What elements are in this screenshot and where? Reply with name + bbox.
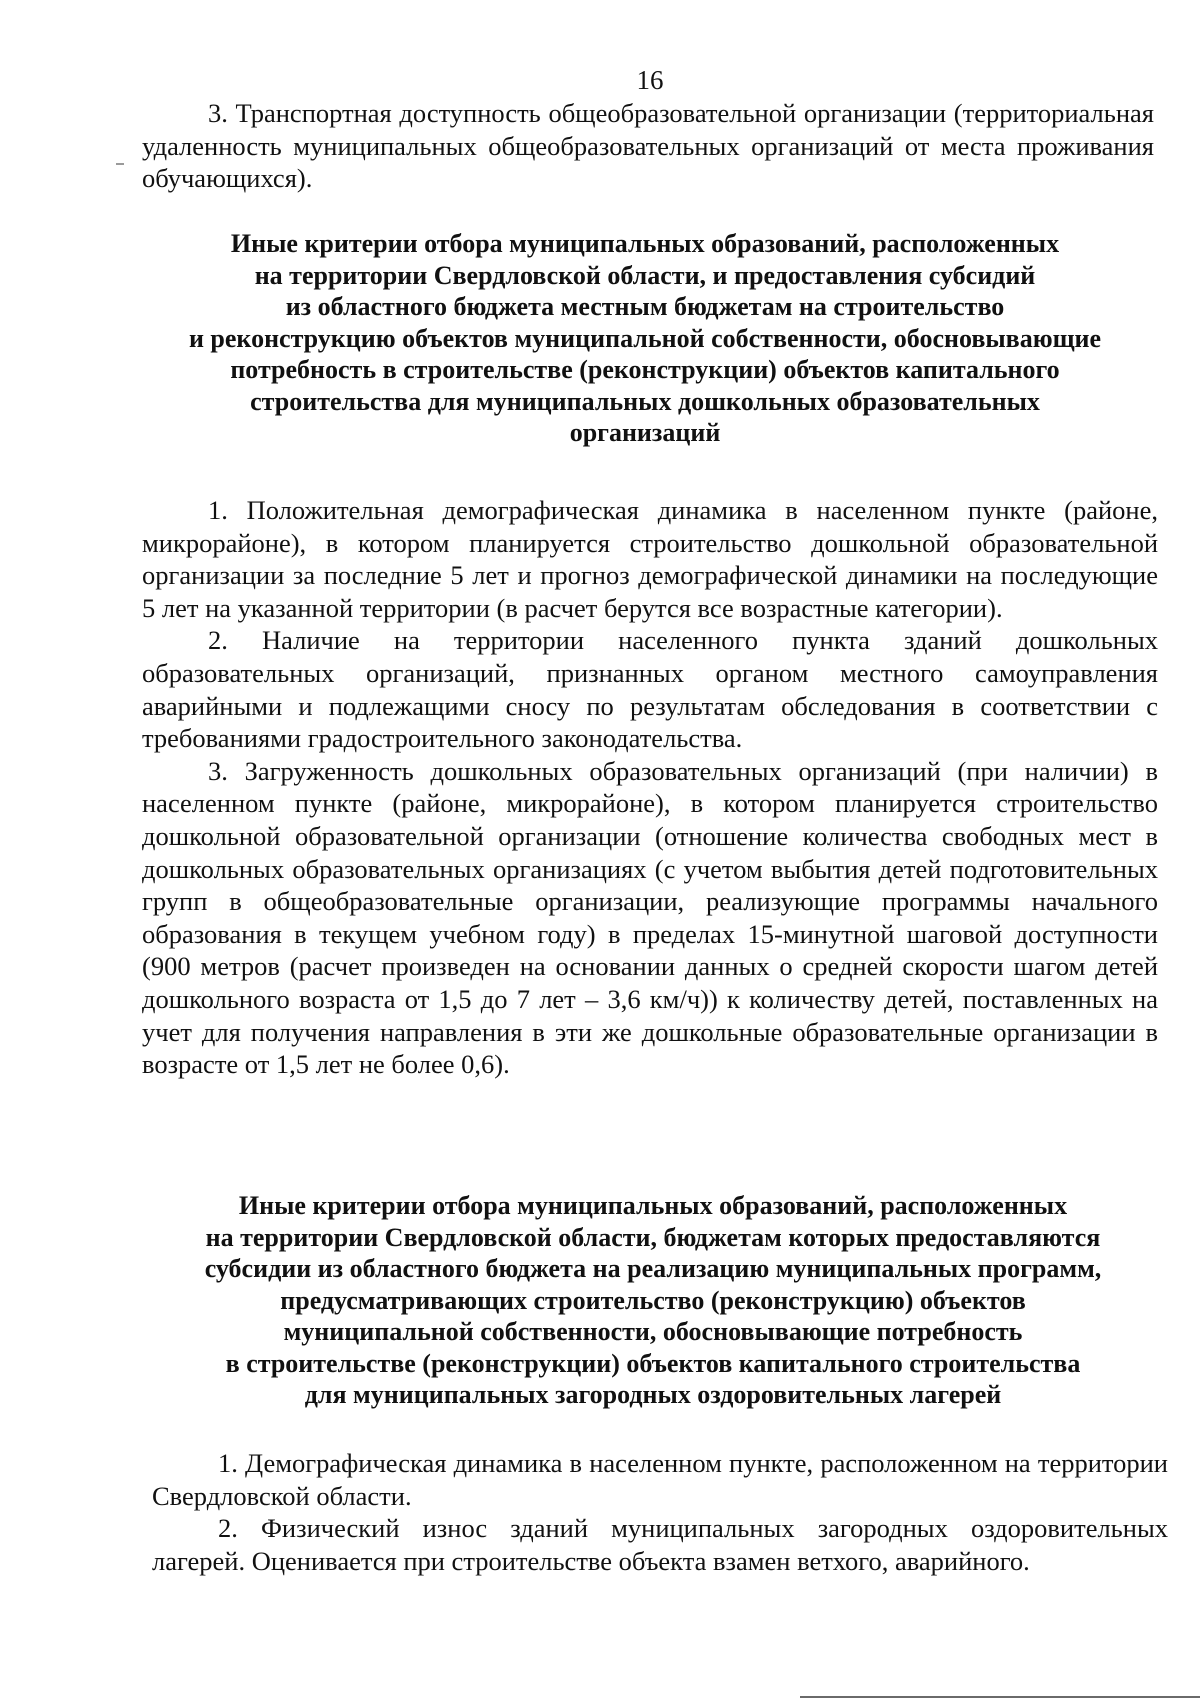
paragraph-transport-accessibility: 3. Транспортная доступность общеобразовательной организации (территориальная удаленность муниципальных общеобразовательных организаций от места проживания обучающихся). <box>142 98 1154 194</box>
section2-heading-line: субсидии из областного бюджета на реализацию муниципальных программ, <box>204 1254 1102 1283</box>
section2-heading-line: Иные критерии отбора муниципальных образований, расположенных <box>238 1191 1068 1220</box>
section1-heading-line: организаций <box>569 418 721 447</box>
section1-heading-line: Иные критерии отбора муниципальных образований, расположенных <box>230 229 1060 258</box>
section1-heading-line: потребность в строительстве (реконструкции) объектов капитального <box>230 355 1060 384</box>
section2-heading <box>148 1190 1158 1411</box>
section1-criterion-2: 2. Наличие на территории населенного пункта зданий дошкольных образовательных организаций, признанных органом местного самоуправления аварийными и подлежащими сносу по результатам обследования в соответствии с требованиями градостроительного законодательства. <box>142 625 1158 754</box>
section1-heading-line: из областного бюджета местным бюджетам на строительство <box>285 292 1005 321</box>
section1-criteria-list <box>142 494 1158 1081</box>
margin-mark <box>116 163 124 165</box>
bottom-edge-line <box>800 1696 1200 1698</box>
page-number: 16 <box>636 65 664 95</box>
section2-criterion-1: 1. Демографическая динамика в населенном пункте, расположенном на территории Свердловской области. <box>152 1448 1168 1511</box>
section1-criterion-1: 1. Положительная демографическая динамика в населенном пункте (районе, микрорайоне), в котором планируется строительство дошкольной образовательной организации за последние 5 лет и прогноз демографической динамики на последующие 5 лет на указанной территории (в расчет берутся все возрастные категории). <box>142 495 1158 623</box>
section2-criteria-list <box>152 1447 1168 1577</box>
top-paragraph-block <box>142 97 1154 195</box>
section2-heading-line: муниципальной собственности, обосновывающие потребность <box>283 1317 1023 1346</box>
section2-heading-line: на территории Свердловской области, бюджетам которых предоставляются <box>205 1222 1101 1252</box>
section1-heading-line: строительства для муниципальных дошкольных образовательных <box>250 386 1040 416</box>
section1-heading <box>130 228 1160 449</box>
section1-criterion-3: 3. Загруженность дошкольных образовательных организаций (при наличии) в населенном пункте (районе, микрорайоне), в котором планируется строительство дошкольной образовательной организации (отношение количества свободных мест в дошкольных образовательных организациях (с учетом выбытия детей подготовительных групп в общеобразовательные организации, реализующие программы начального образования в текущем учебном году) в пределах 15-минутной шаговой доступности (900 метров (расчет произведен на основании данных о средней скорости шагом детей дошкольного возраста от 1,5 до 7 лет – 3,6 км/ч)) к количеству детей, поставленных на учет для получения направления в эти же дошкольные образовательные организации в возрасте от 1,5 лет не более 0,6). <box>142 755 1158 1080</box>
section1-heading-line: и реконструкцию объектов муниципальной собственности, обосновывающие <box>188 323 1102 353</box>
section2-heading-line: в строительстве (реконструкции) объектов капитального строительства <box>225 1348 1081 1378</box>
section2-criterion-2: 2. Физический износ зданий муниципальных загородных оздоровительных лагерей. Оценивается при строительстве объекта взамен ветхого, аварийного. <box>152 1513 1168 1576</box>
section2-heading-line: предусматривающих строительство (реконструкцию) объектов <box>280 1285 1026 1315</box>
section2-heading-line: для муниципальных загородных оздоровительных лагерей <box>304 1380 1002 1409</box>
section1-heading-line: на территории Свердловской области, и предоставления субсидий <box>254 260 1036 290</box>
